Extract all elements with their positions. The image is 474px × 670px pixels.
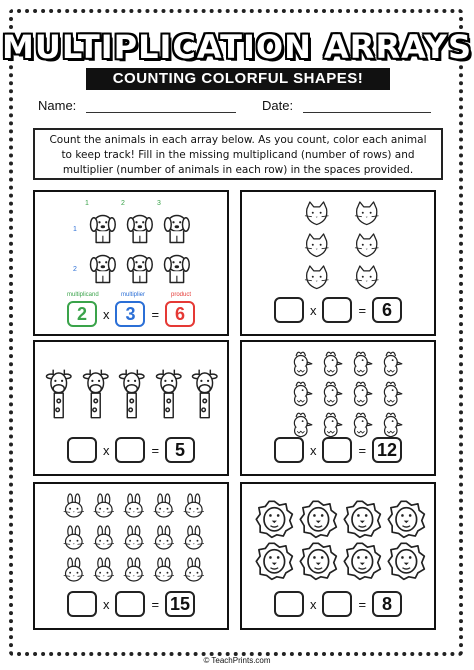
bunny-icon[interactable] — [60, 558, 88, 586]
row-number-1: 1 — [73, 226, 77, 233]
bunny-icon[interactable] — [60, 526, 88, 554]
instructions-box: Count the animals in each array below. As you count, color each animal to keep track! Fill in the missing multiplicand (number of rows) and multiplier (number of animals in each row) in the spaces provided. — [33, 128, 443, 180]
rooster-icon[interactable] — [287, 411, 315, 439]
rooster-icon[interactable] — [287, 350, 315, 378]
equation — [35, 590, 227, 618]
rooster-icon[interactable] — [347, 380, 375, 408]
date-line[interactable] — [303, 98, 431, 113]
equation — [242, 590, 434, 618]
animal-grid — [59, 492, 209, 588]
lion-icon[interactable] — [387, 500, 426, 539]
bunny-icon[interactable] — [120, 526, 148, 554]
problem-panel-bunnies — [33, 482, 229, 630]
rooster-icon[interactable] — [377, 350, 405, 378]
footer-credit: © TeachPrints.com — [203, 656, 271, 665]
lion-icon[interactable] — [255, 500, 294, 539]
animal-grid — [292, 200, 392, 296]
bunny-icon[interactable] — [60, 494, 88, 522]
cat-icon[interactable] — [352, 265, 381, 294]
date-label: Date: — [262, 98, 294, 113]
product-box: 15 — [165, 591, 195, 617]
equation — [242, 296, 434, 324]
equals-sign: = — [358, 596, 367, 612]
worksheet-subtitle: COUNTING COLORFUL SHAPES! — [86, 68, 390, 90]
animal-grid — [252, 498, 428, 582]
bunny-icon[interactable] — [120, 558, 148, 586]
giraffe-icon[interactable] — [188, 357, 221, 431]
equals-sign: = — [151, 306, 160, 322]
multiplicand-box: 2 — [67, 301, 97, 327]
col-number-1: 1 — [85, 200, 89, 207]
cat-icon[interactable] — [302, 233, 331, 262]
equals-sign: = — [151, 596, 160, 612]
rooster-icon[interactable] — [317, 380, 345, 408]
multiplier-box[interactable] — [322, 437, 352, 463]
bunny-icon[interactable] — [150, 526, 178, 554]
name-line[interactable] — [86, 98, 236, 113]
multiplicand-box[interactable] — [274, 437, 304, 463]
cat-icon[interactable] — [302, 201, 331, 230]
equals-sign: = — [358, 302, 367, 318]
bunny-icon[interactable] — [150, 494, 178, 522]
lion-icon[interactable] — [299, 500, 338, 539]
lion-icon[interactable] — [343, 542, 382, 581]
multiplicand-box[interactable] — [274, 297, 304, 323]
bunny-icon[interactable] — [180, 526, 208, 554]
bunny-icon[interactable] — [90, 558, 118, 586]
name-field[interactable] — [38, 98, 236, 113]
times-sign: x — [102, 596, 110, 612]
equation — [35, 300, 227, 328]
product-box: 6 — [372, 297, 402, 323]
product-box: 6 — [165, 301, 195, 327]
dog-icon[interactable] — [86, 251, 120, 285]
multiplier-box: 3 — [115, 301, 145, 327]
problem-panel-roosters — [240, 340, 436, 476]
cat-icon[interactable] — [302, 265, 331, 294]
times-sign: x — [102, 306, 110, 322]
rooster-icon[interactable] — [377, 411, 405, 439]
bunny-icon[interactable] — [90, 494, 118, 522]
giraffe-icon[interactable] — [115, 357, 148, 431]
product-box: 12 — [372, 437, 402, 463]
bunny-icon[interactable] — [150, 558, 178, 586]
dog-icon[interactable] — [123, 211, 157, 245]
multiplicand-box[interactable] — [274, 591, 304, 617]
rooster-icon[interactable] — [287, 380, 315, 408]
col-number-3: 3 — [157, 200, 161, 207]
bunny-icon[interactable] — [120, 494, 148, 522]
bunny-icon[interactable] — [180, 558, 208, 586]
cat-icon[interactable] — [352, 233, 381, 262]
lion-icon[interactable] — [299, 542, 338, 581]
lion-icon[interactable] — [255, 542, 294, 581]
times-sign: x — [309, 596, 317, 612]
problem-panel-giraffes — [33, 340, 229, 476]
dog-icon[interactable] — [123, 251, 157, 285]
date-field[interactable] — [262, 98, 431, 113]
rooster-icon[interactable] — [317, 411, 345, 439]
multiplicand-box[interactable] — [67, 591, 97, 617]
times-sign: x — [309, 442, 317, 458]
dog-icon[interactable] — [86, 211, 120, 245]
times-sign: x — [309, 302, 317, 318]
multiplier-box[interactable] — [115, 591, 145, 617]
problem-panel-cats — [240, 190, 436, 336]
giraffe-icon[interactable] — [42, 357, 75, 431]
multiplicand-label: multiplicand — [67, 292, 99, 298]
row-number-2: 2 — [73, 266, 77, 273]
animal-grid — [41, 356, 223, 432]
multiplier-label: multiplier — [121, 292, 146, 298]
product-label: product — [171, 292, 192, 298]
dog-icon[interactable] — [160, 211, 194, 245]
equation — [35, 436, 227, 464]
animal-grid — [286, 348, 406, 440]
product-box: 8 — [372, 591, 402, 617]
times-sign: x — [102, 442, 110, 458]
problem-panel-lions — [240, 482, 436, 630]
problem-panel-dogs — [33, 190, 229, 336]
name-label: Name: — [38, 98, 77, 113]
bunny-icon[interactable] — [180, 494, 208, 522]
worksheet-title: MULTIPLICATION ARRAYS — [2, 28, 472, 66]
equation — [242, 436, 434, 464]
col-number-2: 2 — [121, 200, 125, 207]
product-box: 5 — [165, 437, 195, 463]
dog-icon[interactable] — [160, 251, 194, 285]
multiplier-box[interactable] — [322, 591, 352, 617]
lion-icon[interactable] — [343, 500, 382, 539]
animal-grid — [85, 208, 195, 288]
giraffe-icon[interactable] — [152, 357, 185, 431]
rooster-icon[interactable] — [317, 350, 345, 378]
bunny-icon[interactable] — [90, 526, 118, 554]
multiplier-box[interactable] — [322, 297, 352, 323]
cat-icon[interactable] — [352, 201, 381, 230]
giraffe-icon[interactable] — [79, 357, 112, 431]
rooster-icon[interactable] — [377, 380, 405, 408]
lion-icon[interactable] — [387, 542, 426, 581]
equals-sign: = — [358, 442, 367, 458]
multiplicand-box[interactable] — [67, 437, 97, 463]
rooster-icon[interactable] — [347, 411, 375, 439]
multiplier-box[interactable] — [115, 437, 145, 463]
equals-sign: = — [151, 442, 160, 458]
rooster-icon[interactable] — [347, 350, 375, 378]
